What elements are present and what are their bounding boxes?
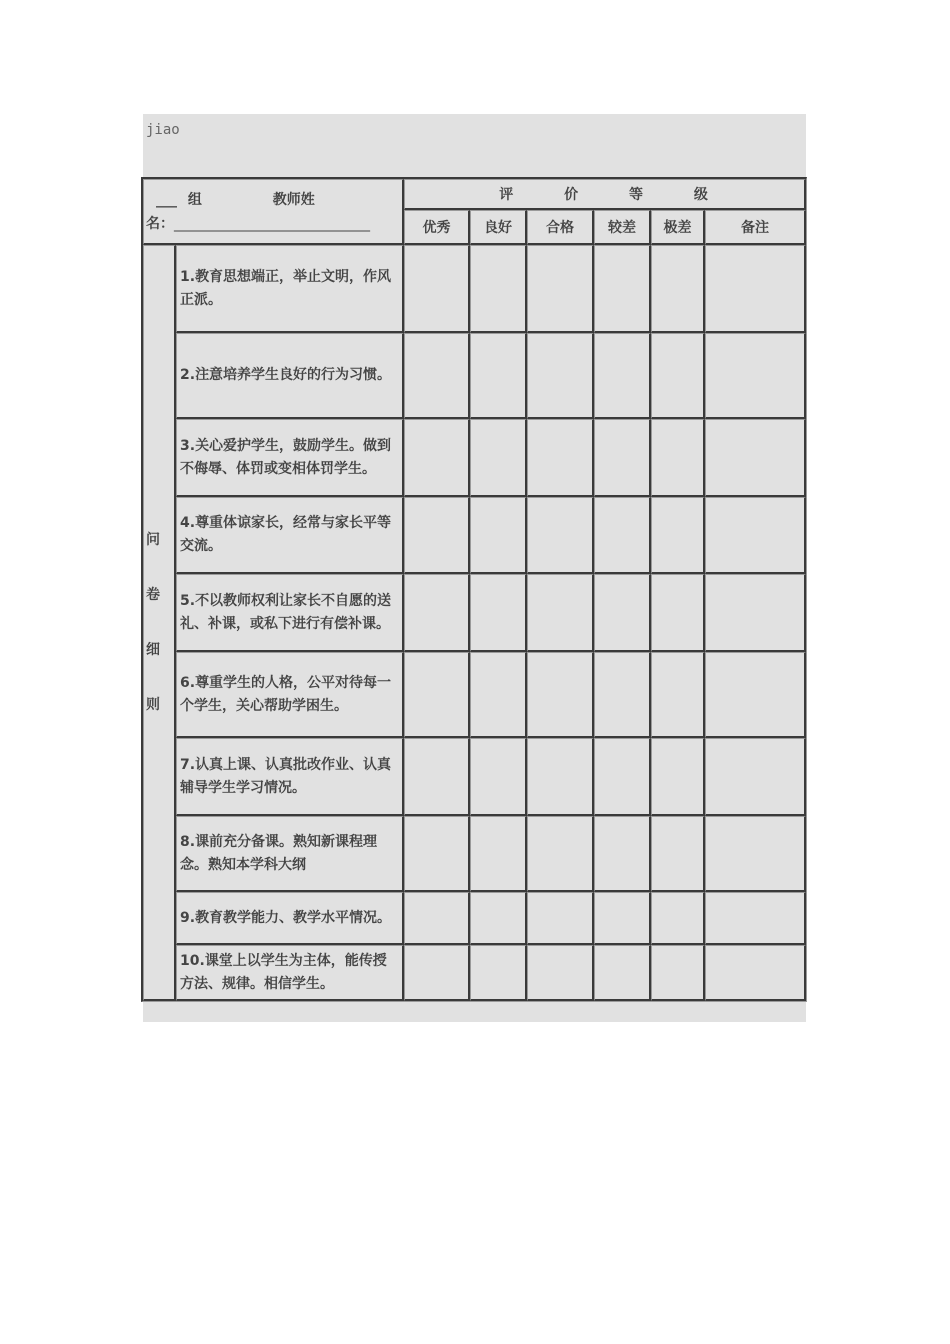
grade-header-very-poor: 极差	[651, 210, 705, 245]
rating-cell[interactable]	[527, 574, 594, 652]
criterion-item	[176, 945, 404, 1001]
criterion-item	[176, 652, 404, 738]
remarks-cell[interactable]	[705, 419, 806, 497]
title-char: 等	[628, 187, 645, 203]
rating-cell[interactable]	[594, 945, 651, 1001]
criterion-item	[176, 574, 404, 652]
rating-cell[interactable]	[594, 816, 651, 892]
criterion-number: 5.	[180, 592, 196, 609]
teacher-name-label: 教师姓	[272, 191, 315, 208]
rating-cell[interactable]	[404, 945, 470, 1001]
rating-cell[interactable]	[651, 419, 705, 497]
rating-cell[interactable]	[527, 245, 594, 333]
rating-cell[interactable]	[470, 497, 527, 574]
group-label: 组	[187, 191, 202, 208]
rating-cell[interactable]	[594, 892, 651, 945]
rating-cell[interactable]	[470, 945, 527, 1001]
rating-cell[interactable]	[594, 574, 651, 652]
remarks-cell[interactable]	[705, 245, 806, 333]
remarks-cell[interactable]	[705, 574, 806, 652]
rating-cell[interactable]	[470, 333, 527, 419]
rating-cell[interactable]	[404, 738, 470, 816]
panel-label: jiao	[146, 122, 180, 138]
criterion-number: 4.	[180, 515, 196, 531]
grade-header-poor: 较差	[594, 210, 651, 245]
criterion-item	[176, 892, 404, 945]
side-label-char: 卷	[146, 586, 160, 603]
rating-cell[interactable]	[527, 738, 594, 816]
rating-cell[interactable]	[651, 245, 705, 333]
criterion-text: 不以教师权利让家长不自愿的送礼、补课，或私下进行有偿补课。	[180, 592, 392, 632]
rating-cell[interactable]	[594, 245, 651, 333]
criterion-text: 认真上课、认真批改作业、认真辅导学生学习情况。	[180, 756, 392, 796]
rating-cell[interactable]	[527, 816, 594, 892]
remarks-cell[interactable]	[705, 892, 806, 945]
criterion-number: 6.	[180, 674, 196, 691]
criterion-number: 7.	[180, 756, 196, 773]
criterion-number: 1.	[180, 268, 196, 285]
rating-cell[interactable]	[470, 738, 527, 816]
side-label-char: 则	[146, 696, 160, 713]
grade-header-excellent: 优秀	[404, 210, 470, 245]
grade-header-good: 良好	[470, 210, 527, 245]
rating-cell[interactable]	[651, 892, 705, 945]
rating-cell[interactable]	[651, 816, 705, 892]
name-label: 名：	[146, 215, 174, 232]
grade-header-pass: 合格	[527, 210, 594, 245]
criterion-text: 教育教学能力、教学水平情况。	[195, 909, 392, 926]
rating-cell[interactable]	[470, 892, 527, 945]
rating-cell[interactable]	[404, 574, 470, 652]
rating-cell[interactable]	[651, 945, 705, 1001]
rating-cell[interactable]	[404, 333, 470, 419]
rating-cell[interactable]	[404, 419, 470, 497]
side-label-char: 问	[146, 531, 160, 548]
questionnaire-details-label	[143, 245, 176, 1001]
criterion-item	[176, 738, 404, 816]
criterion-text: 课堂上以学生为主体，能传授方法、规律。相信学生。	[180, 952, 387, 992]
rating-cell[interactable]	[594, 497, 651, 574]
group-blank: ___	[156, 191, 177, 208]
side-label-char: 细	[146, 641, 160, 658]
rating-cell[interactable]	[594, 333, 651, 419]
criterion-item	[176, 497, 404, 574]
rating-cell[interactable]	[594, 419, 651, 497]
rating-cell[interactable]	[651, 738, 705, 816]
rating-cell[interactable]	[527, 892, 594, 945]
criterion-number: 3.	[180, 437, 196, 454]
rating-cell[interactable]	[404, 892, 470, 945]
rating-cell[interactable]	[651, 574, 705, 652]
criterion-item	[176, 419, 404, 497]
evaluation-table	[141, 177, 807, 1002]
title-char: 价	[564, 187, 581, 203]
criterion-item	[176, 816, 404, 892]
rating-cell[interactable]	[594, 738, 651, 816]
remarks-cell[interactable]	[705, 497, 806, 574]
criterion-text: 关心爱护学生，鼓励学生。做到不侮辱、体罚或变相体罚学生。	[180, 437, 392, 477]
rating-cell[interactable]	[470, 574, 527, 652]
remarks-cell[interactable]	[705, 945, 806, 1001]
name-underline: ____________________________	[174, 215, 370, 232]
criterion-number: 2.	[180, 367, 196, 383]
remarks-cell[interactable]	[705, 816, 806, 892]
criterion-text: 注意培养学生良好的行为习惯。	[195, 367, 392, 383]
criterion-number: 10.	[180, 952, 205, 969]
rating-cell[interactable]	[594, 652, 651, 738]
header-group-teacher	[143, 179, 404, 245]
rating-cell[interactable]	[470, 816, 527, 892]
title-char: 级	[693, 187, 710, 203]
remarks-cell[interactable]	[705, 652, 806, 738]
rating-cell[interactable]	[527, 652, 594, 738]
rating-cell[interactable]	[651, 652, 705, 738]
rating-cell[interactable]	[404, 652, 470, 738]
rating-cell[interactable]	[651, 497, 705, 574]
remarks-cell[interactable]	[705, 738, 806, 816]
rating-cell[interactable]	[527, 497, 594, 574]
criterion-item	[176, 333, 404, 419]
title-char: 评	[499, 187, 516, 203]
rating-cell[interactable]	[527, 333, 594, 419]
criterion-text: 尊重体谅家长，经常与家长平等交流。	[180, 515, 392, 554]
criterion-text: 尊重学生的人格，公平对待每一个学生，关心帮助学困生。	[180, 674, 392, 714]
rating-cell[interactable]	[404, 497, 470, 574]
rating-cell[interactable]	[470, 652, 527, 738]
criterion-number: 8.	[180, 833, 196, 850]
rating-cell[interactable]	[527, 945, 594, 1001]
criterion-item	[176, 245, 404, 333]
criterion-text: 教育思想端正，举止文明，作风正派。	[180, 268, 392, 308]
rating-cell[interactable]	[651, 333, 705, 419]
grade-header-remarks: 备注	[705, 210, 806, 245]
criterion-text: 课前充分备课。熟知新课程理念。熟知本学科大纲	[180, 833, 378, 873]
criterion-number: 9.	[180, 909, 196, 926]
rating-cell[interactable]	[404, 245, 470, 333]
rating-cell[interactable]	[470, 245, 527, 333]
evaluation-grade-title	[404, 179, 806, 210]
remarks-cell[interactable]	[705, 333, 806, 419]
rating-cell[interactable]	[404, 816, 470, 892]
rating-cell[interactable]	[527, 419, 594, 497]
rating-cell[interactable]	[470, 419, 527, 497]
